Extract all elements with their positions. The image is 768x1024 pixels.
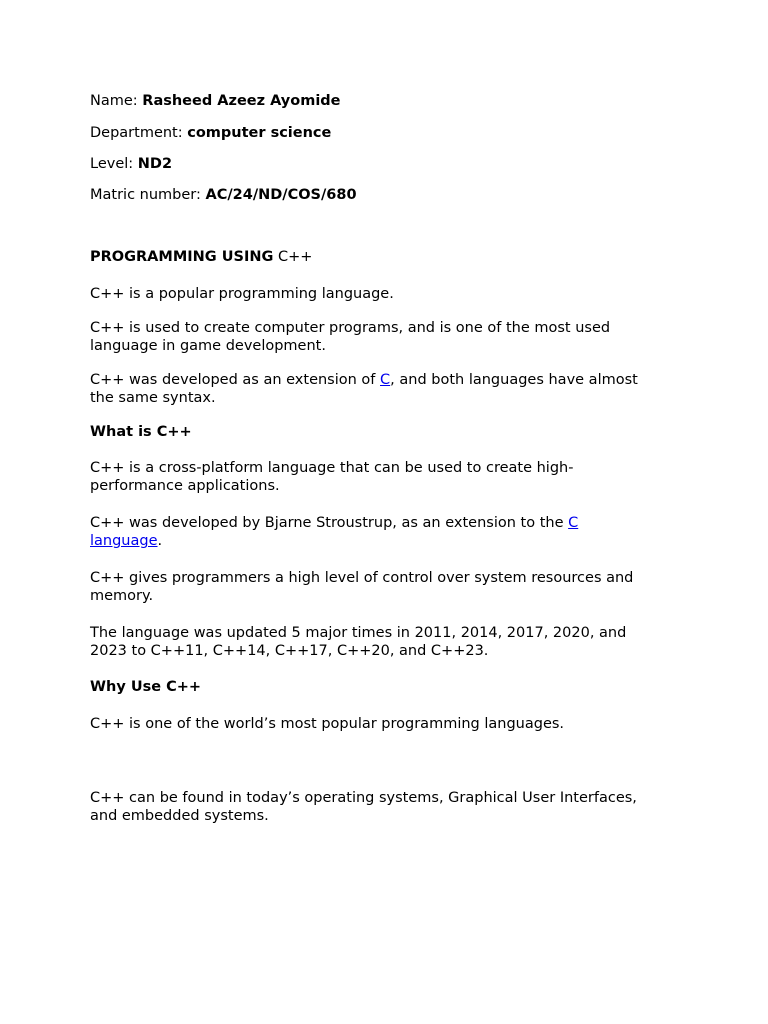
paragraph-line: performance applications. bbox=[90, 478, 280, 494]
paragraph-line: 2023 to C++11, C++14, C++17, C++20, and C++23. bbox=[90, 643, 489, 659]
name-value: Rasheed Azeez Ayomide bbox=[142, 93, 341, 109]
what-paragraph-3 bbox=[90, 569, 670, 605]
paragraph-line: C++ is a cross-platform language that can be used to create high- bbox=[90, 460, 574, 476]
what-heading-text: What is C++ bbox=[90, 424, 192, 440]
matric-label: Matric number: bbox=[90, 187, 206, 203]
matric-line bbox=[90, 186, 670, 204]
intro-paragraph-3 bbox=[90, 371, 670, 407]
what-paragraph-1 bbox=[90, 459, 670, 495]
intro-paragraph-2 bbox=[90, 319, 670, 355]
paragraph-line: the same syntax. bbox=[90, 390, 216, 406]
department-label: Department: bbox=[90, 125, 188, 141]
paragraph-line bbox=[90, 532, 670, 550]
name-label: Name: bbox=[90, 93, 143, 109]
title-rest: C++ bbox=[273, 249, 313, 265]
why-heading-text: Why Use C++ bbox=[90, 679, 202, 695]
level-line bbox=[90, 155, 670, 173]
text-run: C++ was developed by Bjarne Stroustrup, as an extension to the bbox=[90, 515, 569, 531]
why-heading bbox=[90, 678, 670, 696]
paragraph-line: C++ can be found in today’s operating systems, Graphical User Interfaces, bbox=[90, 790, 637, 806]
why-paragraph-2 bbox=[90, 789, 670, 825]
why-paragraph-1: C++ is one of the world’s most popular programming languages. bbox=[90, 716, 565, 732]
intro-paragraph-1: C++ is a popular programming language. bbox=[90, 286, 394, 302]
department-line bbox=[90, 124, 670, 142]
paragraph-line: and embedded systems. bbox=[90, 808, 269, 824]
paragraph-line bbox=[90, 371, 670, 389]
paragraph-line: language in game development. bbox=[90, 338, 326, 354]
name-line bbox=[90, 92, 670, 110]
what-paragraph-4 bbox=[90, 624, 670, 660]
what-paragraph-2 bbox=[90, 514, 670, 550]
text-run: . bbox=[157, 533, 163, 549]
c-link[interactable]: C bbox=[380, 372, 391, 388]
what-heading bbox=[90, 423, 670, 441]
text-run: C++ was developed as an extension of bbox=[90, 372, 381, 388]
title-bold: PROGRAMMING USING bbox=[90, 249, 274, 265]
level-label: Level: bbox=[90, 156, 138, 172]
paragraph-line: C++ gives programmers a high level of control over system resources and bbox=[90, 570, 634, 586]
document-title bbox=[90, 248, 670, 266]
department-value: computer science bbox=[187, 125, 332, 141]
matric-value: AC/24/ND/COS/680 bbox=[205, 187, 357, 203]
c-language-link[interactable]: C bbox=[568, 515, 579, 531]
text-run: , and both languages have almost bbox=[390, 372, 638, 388]
c-language-link[interactable]: language bbox=[90, 533, 158, 549]
paragraph-line: memory. bbox=[90, 588, 154, 604]
paragraph-line bbox=[90, 514, 670, 532]
paragraph-line: The language was updated 5 major times in 2011, 2014, 2017, 2020, and bbox=[90, 625, 627, 641]
paragraph-line: C++ is used to create computer programs, and is one of the most used bbox=[90, 320, 611, 336]
level-value: ND2 bbox=[137, 156, 173, 172]
